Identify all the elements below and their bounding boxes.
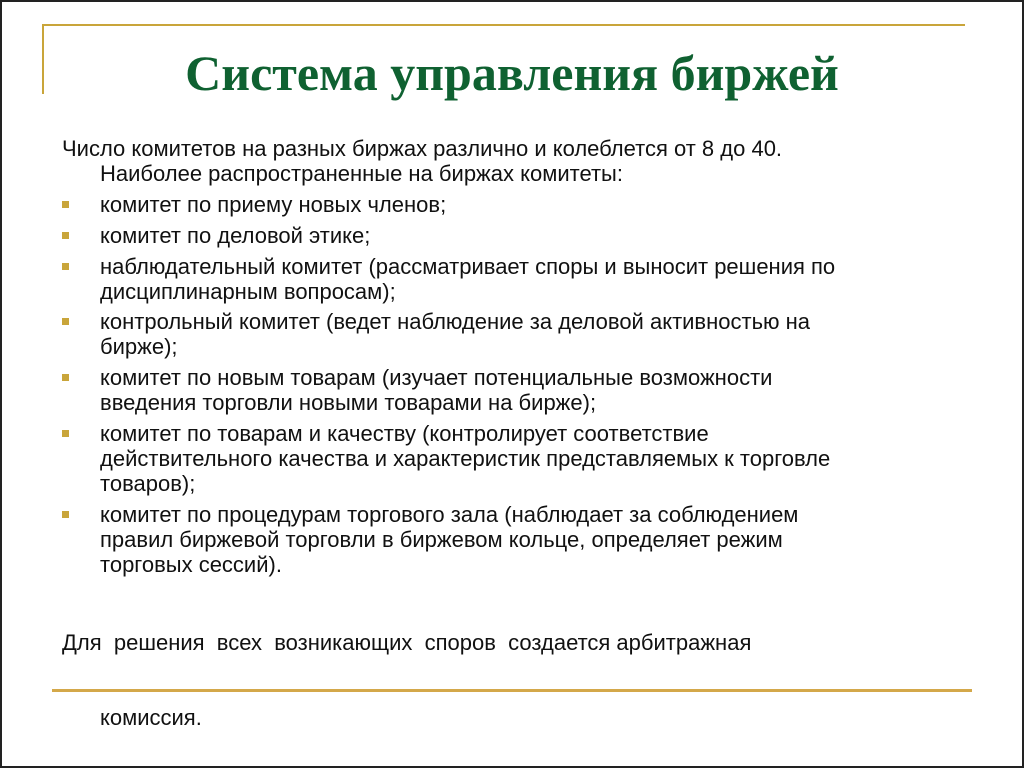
- item-line: бирже);: [100, 334, 178, 359]
- list-item: [62, 309, 810, 359]
- bullet-icon: [62, 201, 69, 208]
- list-item: [62, 365, 772, 415]
- item-line: товаров);: [100, 471, 196, 496]
- item-line: комитет по товарам и качеству (контролирует соответствие: [100, 421, 709, 446]
- bullet-icon: [62, 511, 69, 518]
- item-line: правил биржевой торговли в биржевом кольце, определяет режим: [100, 527, 783, 552]
- top-divider: [42, 24, 965, 26]
- bullet-icon: [62, 430, 69, 437]
- item-line: контрольный комитет (ведет наблюдение за деловой активностью на: [100, 309, 811, 334]
- intro-paragraph: [62, 136, 782, 186]
- outro-line: Для решения всех возникающих споров создается арбитражная: [62, 630, 752, 655]
- intro-line: Наиболее распространенные на биржах комитеты:: [100, 161, 623, 186]
- list-item: [62, 254, 835, 304]
- item-line: комитет по приему новых членов;: [100, 192, 447, 217]
- slide-title: Система управления биржей: [185, 45, 839, 101]
- intro-line: Число комитетов на разных биржах различно и колеблется от 8 до 40.: [62, 136, 783, 161]
- item-line: комитет по процедурам торгового зала (наблюдает за соблюдением: [100, 502, 799, 527]
- outro-paragraph: [62, 580, 751, 755]
- list-item: [62, 223, 370, 248]
- bullet-icon: [62, 374, 69, 381]
- bullet-icon: [62, 232, 69, 239]
- list-item: [62, 421, 830, 496]
- outro-line: комиссия.: [100, 705, 202, 730]
- item-line: торговых сессий).: [100, 552, 282, 577]
- list-item: [62, 192, 446, 217]
- item-line: введения торговли новыми товарами на бирже);: [100, 390, 597, 415]
- item-line: комитет по деловой этике;: [100, 223, 371, 248]
- item-line: действительного качества и характеристик представляемых к торговле: [100, 446, 831, 471]
- item-line: наблюдательный комитет (рассматривает споры и выносит решения по: [100, 254, 836, 279]
- item-line: дисциплинарным вопросам);: [100, 279, 396, 304]
- bottom-divider: [52, 689, 972, 692]
- bullet-icon: [62, 318, 69, 325]
- list-item: [62, 502, 798, 577]
- bullet-icon: [62, 263, 69, 270]
- item-line: комитет по новым товарам (изучает потенциальные возможности: [100, 365, 773, 390]
